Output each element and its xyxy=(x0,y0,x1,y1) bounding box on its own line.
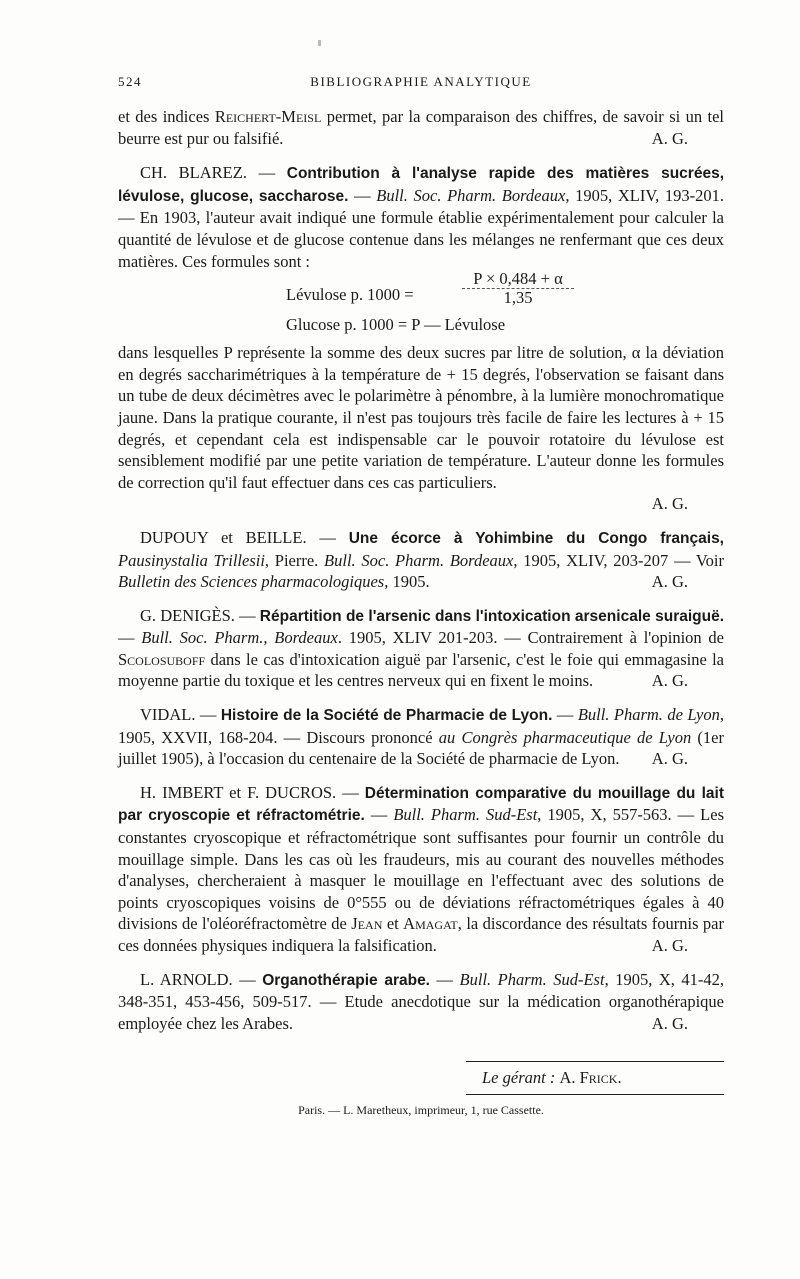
bibliography-entry xyxy=(118,969,724,1035)
entry-paragraph xyxy=(118,704,724,770)
entry-author: H. IMBERT et F. DUCROS. — xyxy=(140,782,359,802)
bibliography-entry xyxy=(118,605,724,692)
entry-text: permet, par la comparaison des chiffres, de savoir si un tel beurre est pur ou falsifié. xyxy=(118,107,724,148)
entry-continuation xyxy=(118,106,724,149)
entry-paragraph xyxy=(118,342,724,493)
formula-glucose: Glucose p. 1000 = P — Lévulose xyxy=(286,315,506,335)
person-name: Reichert-Meisl xyxy=(214,107,322,126)
journal-ref-tail: , 1905, XXVII, 168-204. — Discours prononcé xyxy=(118,705,725,747)
formula-lhs-levulose: Lévulose p. 1000 = xyxy=(286,285,414,305)
ref-separator: — xyxy=(348,185,377,205)
ref-separator: — xyxy=(364,805,394,825)
journal-ref: Bull. Pharm. Sud-Est xyxy=(393,805,538,825)
entry-text: dans le cas d'intoxication aiguë par l'arsenic, c'est le foie qui emmagasine la moyenne partie du toxique et les centres nerveux qui en fixent le moins. xyxy=(118,649,724,691)
gerant-name: A. Frick. xyxy=(559,1068,622,1087)
ref-separator: — xyxy=(118,628,142,648)
entry-text: — En 1903, l'auteur avait indiqué une formule établie expérimentalement pour calculer la quantité de lévulose et de glucose contenue dans les mélanges ne renfermant que ces deux matières. Ces formules sont : xyxy=(118,208,724,271)
bibliography-entry xyxy=(118,704,724,770)
entry-author: G. DENIGÈS. — xyxy=(140,605,256,625)
person-name: Scolosuboff xyxy=(118,649,206,669)
article-body xyxy=(118,106,724,1034)
entry-signature: A. G. xyxy=(651,128,688,148)
entry-author: VIDAL. — xyxy=(140,705,217,725)
bibliography-entry xyxy=(118,527,724,593)
journal-ref: Bull. Soc. Pharm., Bordeaux xyxy=(141,628,338,648)
journal-ref-2: Bulletin des Sciences pharmacologiques xyxy=(118,572,385,592)
entry-title: Une écorce à Yohimbine du Congo français, xyxy=(348,529,724,547)
footer-rule-top xyxy=(466,1061,724,1062)
journal-ref: Bull. Pharm. de Lyon xyxy=(577,705,720,725)
printer-imprint: Paris. — L. Maretheux, imprimeur, 1, rue Cassette. xyxy=(298,1103,544,1117)
entry-paragraph xyxy=(118,527,724,593)
journal-ref-tail: , 1905, X, 41-42, 348-351, 453-456, 509-517. — Etude anecdotique sur la médication organothérapique employée chez les Arabes. xyxy=(118,969,725,1033)
entry-author: DUPOUY et BEILLE. — xyxy=(140,527,336,547)
running-title: BIBLIOGRAPHIE ANALYTIQUE xyxy=(310,74,532,89)
ref-separator: — xyxy=(430,969,460,989)
entry-text: , la discordance des résultats fournis par ces données physiques indiquera la falsification. xyxy=(118,914,724,955)
species-name: Pausinystalia Trillesii xyxy=(118,550,265,570)
entry-author: CH. BLAREZ. — xyxy=(140,163,276,183)
entry-paragraph xyxy=(118,782,724,957)
journal-ref-tail: , 1905, XLIV, 193-201. xyxy=(565,185,724,205)
entry-title: Histoire de la Société de Pharmacie de Lyon. xyxy=(220,707,553,725)
entry-text: , Pierre. xyxy=(264,550,325,570)
formula-block xyxy=(118,269,724,336)
entry-text: dans lesquelles P représente la somme des deux sucres par litre de solution, α la déviation en degrés saccharimétriques à la température de + 15 degrés, l'observation se faisant dans un tube de deux décimètres avec le polarimètre à pénombre, à la lumière monochromatique jaune. Dans la pratique courante, il n'est pas toujours très facile de faire les lectures à + 15 degrés, et cependant cela est indispensable car le pouvoir rotatoire du lévulose est sensiblement modifié par une petite variation de température. L'auteur donne les formules de correction qu'il faut effectuer dans ces cas particuliers. xyxy=(118,343,724,492)
journal-ref: Bull. Soc. Pharm. Bordeaux xyxy=(376,185,566,205)
person-name: Amagat xyxy=(403,914,458,934)
entry-signature: A. G. xyxy=(651,494,688,514)
journal-ref: Bull. Soc. Pharm. Bordeaux xyxy=(324,550,514,570)
entry-title: Détermination comparative du mouillage du lait par cryoscopie et réfractométrie. xyxy=(118,784,724,825)
journal-ref: Bull. Pharm. Sud-Est xyxy=(459,969,605,989)
entry-text: et des indices xyxy=(118,107,215,126)
entry-text: — Les constantes cryoscopique et réfractométrique sont suffisantes pour fournir un contrôle du mouillage simple. Dans les cas où les fraudeurs, mis au courant des nouvelles méthodes d'analyses, chercheraient à masquer le mouillage en l'effectuant avec des solutions de points cryoscopiques voisins de 0°555 ou de déviations réfractométriques égales à 40 divisions de l'oléoréfractomètre de xyxy=(118,805,724,934)
gerant-line xyxy=(482,1068,622,1088)
entry-signature: A. G. xyxy=(651,1013,688,1033)
entry-title: Contribution à l'analyse rapide des matières sucrées, lévulose, glucose, saccharose. xyxy=(118,165,724,205)
bibliography-entry xyxy=(118,162,724,515)
entry-text: et xyxy=(382,914,404,934)
entry-paragraph xyxy=(118,162,724,272)
formula-numerator: P × 0,484 + α xyxy=(462,270,574,289)
footer-rule-bottom xyxy=(466,1094,724,1095)
entry-signature: A. G. xyxy=(651,572,688,592)
entry-title: Organothérapie arabe. xyxy=(262,971,430,989)
journal-ref-tail: . 1905, XLIV 201-203. — Contrairement à l'opinion de xyxy=(337,628,725,648)
formula-denominator: 1,35 xyxy=(503,288,533,308)
person-name: Jean xyxy=(351,914,383,934)
gerant-label: Le gérant : xyxy=(482,1068,556,1087)
entry-author: L. ARNOLD. — xyxy=(140,969,256,989)
scan-speck xyxy=(318,40,321,46)
entry-text: (1er juillet 1905), à l'occasion du centenaire de la Société de pharmacie de Lyon. xyxy=(118,727,724,769)
ref-separator: — xyxy=(552,705,578,725)
entry-signature: A. G. xyxy=(651,749,688,769)
journal-ref-tail: , 1905. xyxy=(384,572,430,592)
congress-name: au Congrès pharmaceutique de Lyon xyxy=(438,727,692,747)
entry-paragraph xyxy=(118,969,724,1035)
page-number: 524 xyxy=(118,74,142,89)
running-header xyxy=(118,74,724,94)
entry-title: Répartition de l'arsenic dans l'intoxication arsenicale suraiguë. xyxy=(259,607,725,625)
journal-ref-tail: , 1905, X, 557-563. xyxy=(537,805,672,825)
formula-fraction xyxy=(462,270,574,307)
entry-paragraph xyxy=(118,605,724,692)
entry-signature: A. G. xyxy=(651,936,688,955)
entry-signature: A. G. xyxy=(651,671,688,691)
bibliography-entry xyxy=(118,782,724,957)
journal-ref-tail: , 1905, XLIV, 203-207 — Voir xyxy=(513,550,724,570)
